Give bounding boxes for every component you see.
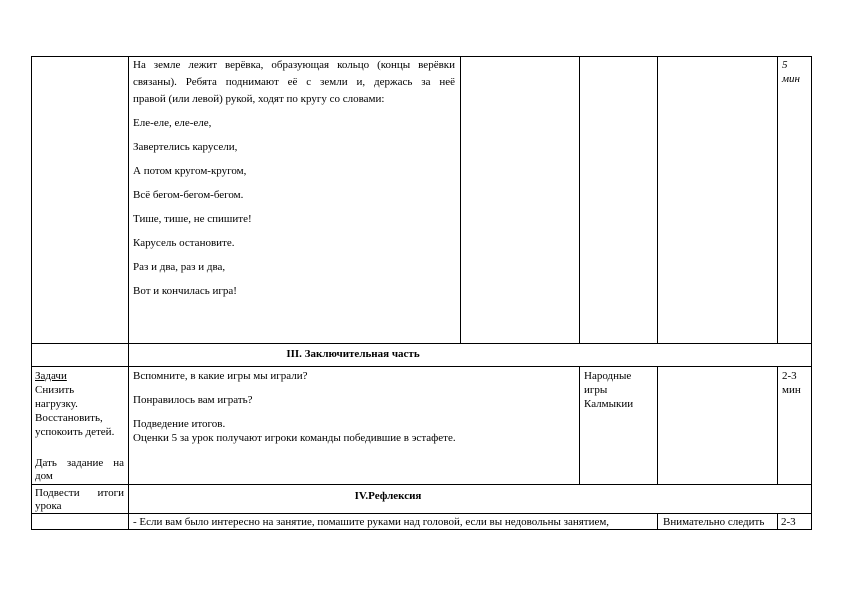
row-divider [31, 366, 812, 367]
row-divider [31, 343, 812, 344]
verse-line: Вот и кончилась игра! [133, 285, 237, 297]
task-line: успокоить детей. [35, 426, 115, 438]
row-divider [31, 484, 812, 485]
reflection-method: Внимательно следить [663, 516, 765, 528]
materials-line: Калмыкии [584, 398, 634, 410]
duration-unit: мин [782, 73, 800, 85]
table-left-border [31, 56, 32, 529]
final-content-line: Понравилось вам играть? [133, 394, 253, 406]
section-heading: III. Заключительная часть [286, 348, 420, 360]
duration-line: мин [782, 384, 801, 396]
column-divider [777, 56, 778, 343]
verse-line: Тише, тише, не спишите! [133, 213, 252, 225]
summary-line: урока [35, 500, 62, 512]
verse-line: Завертелись карусели, [133, 141, 238, 153]
column-divider [777, 366, 778, 484]
final-content-line: Оценки 5 за урок получают игроки команды победившие в эстафете. [133, 432, 456, 444]
verse-line: Карусель остановите. [133, 237, 235, 249]
column-divider [128, 56, 129, 529]
table-right-border [811, 56, 812, 529]
task-line: нагрузку. [35, 398, 78, 410]
row-divider [31, 513, 812, 514]
reflection-content: - Если вам было интересно на занятие, помашите руками над головой, если вы недовольны занятием, [133, 516, 610, 528]
tasks-title: Задачи [35, 370, 67, 382]
column-divider [657, 513, 658, 529]
column-divider [460, 56, 461, 343]
verse-line: Всё бегом-бегом-бегом. [133, 189, 244, 201]
game-intro-line: правой (или левой) рукой, ходят по кругу со словами: [133, 93, 385, 105]
duration-number: 5 [782, 59, 788, 71]
final-content-line: Подведение итогов. [133, 418, 226, 430]
game-intro-line: связаны). Ребята поднимают её с земли и, держась за неё [133, 76, 455, 88]
column-divider [777, 513, 778, 529]
homework-line: Дать задание на [35, 457, 124, 469]
verse-line: Еле-еле, еле-еле, [133, 117, 212, 129]
column-divider [579, 56, 580, 343]
homework-line: дом [35, 470, 53, 482]
summary-line: Подвести итоги [35, 487, 124, 499]
column-divider [579, 366, 580, 484]
materials-line: Народные [584, 370, 632, 382]
column-divider [657, 366, 658, 484]
column-divider [657, 56, 658, 343]
reflection-duration: 2-3 [781, 516, 796, 528]
final-content-line: Вспомните, в какие игры мы играли? [133, 370, 308, 382]
duration-line: 2-3 [782, 370, 797, 382]
task-line: Восстановить, [35, 412, 103, 424]
table-bottom-border [31, 529, 812, 530]
task-line: Снизить [35, 384, 75, 396]
reflection-heading: IV.Рефлексия [354, 490, 422, 502]
game-intro-line: На земле лежит верёвка, образующая кольцо (концы верёвки [133, 59, 455, 71]
verse-line: Раз и два, раз и два, [133, 261, 226, 273]
verse-line: А потом кругом-кругом, [133, 165, 247, 177]
materials-line: игры [584, 384, 608, 396]
table-top-border [31, 56, 812, 57]
